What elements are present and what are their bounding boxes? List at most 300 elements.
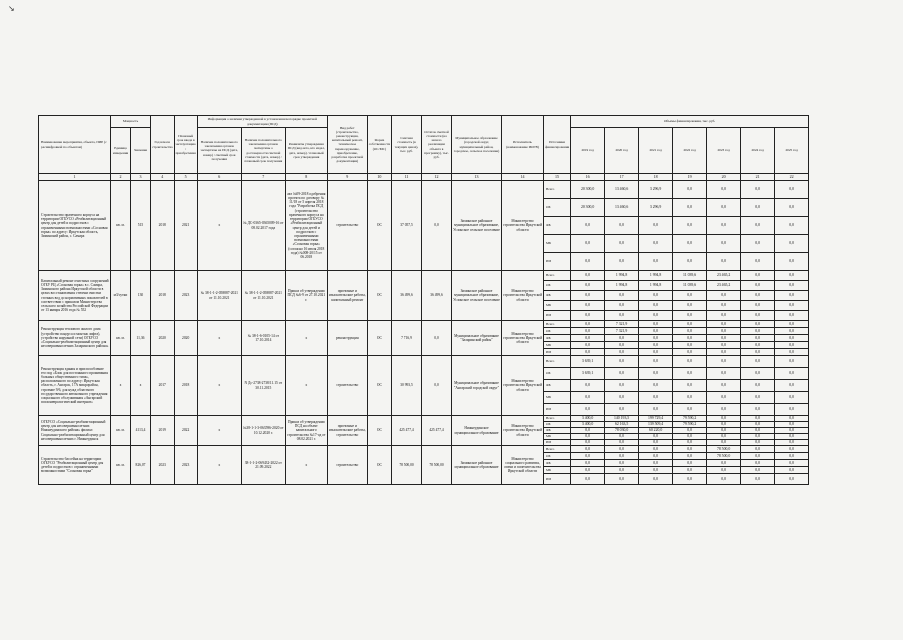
- row-funding-value: 0,0: [673, 253, 707, 271]
- row-funding-value: 0,0: [775, 342, 809, 349]
- row-funding-value: 20 300,0: [571, 181, 605, 199]
- row-funding-value: 0,0: [775, 271, 809, 281]
- row-funding-value: 0,0: [605, 392, 639, 404]
- row-funding-value: 0,0: [571, 404, 605, 416]
- row-name: Капитальный ремонт очистных сооружений ОГБУ РЦ «Сосновая горка» в с. Самара, Зиминского района Иркутской области в целях восстановления степени очистки сточных вод до нормативных показателей в соответствии с приказом Министерства сельского хозяйства Российской Федерации от 13 января 2016 года № 552: [39, 271, 111, 321]
- row-funding-value: 3 400,0: [571, 416, 605, 422]
- row-funding-value: 0,0: [571, 446, 605, 453]
- row-doc-a: х: [197, 446, 241, 485]
- row-unit: кв. м.: [111, 446, 131, 485]
- row-funding-value: 0,0: [639, 311, 673, 321]
- table-row: [39, 271, 809, 281]
- row-funding-value: 0,0: [707, 474, 741, 485]
- row-source: ИИ: [544, 311, 571, 321]
- row-funding-value: 0,0: [605, 235, 639, 253]
- row-executor: Министерство строительства Иркутской области: [502, 356, 544, 416]
- row-funding-value: 0,0: [741, 181, 775, 199]
- row-funding-value: 0,0: [775, 311, 809, 321]
- row-funding-value: 11 039,6: [673, 281, 707, 291]
- row-funding-value: 0,0: [775, 181, 809, 199]
- row-funding-value: 0,0: [571, 271, 605, 281]
- header-power: Мощность: [111, 116, 151, 128]
- column-number: 20: [707, 174, 741, 181]
- row-funding-value: 0,0: [707, 380, 741, 392]
- row-doc-a: х: [197, 321, 241, 356]
- row-funding-value: 0,0: [571, 440, 605, 446]
- row-doc-b: № ДС-0365-0365009-16 от 08.02.2017 года: [241, 181, 285, 271]
- row-funding-value: 0,0: [707, 321, 741, 328]
- row-funding-value: 0,0: [741, 291, 775, 301]
- row-funding-value: 0,0: [639, 349, 673, 356]
- row-unit: кв. м.: [111, 181, 131, 271]
- row-funding-value: 0,0: [775, 217, 809, 235]
- row-name: ОГБУСО «Социально-реабилитационный центр для несовершеннолетних Нижнеудинского района» филиал Социально-реабилитационный центр для несовершеннолетних г. Нижнеудинск: [39, 416, 111, 446]
- row-est-cost: 78 500,00: [392, 446, 422, 485]
- column-number: 7: [241, 174, 285, 181]
- row-executor: Министерство строительства Иркутской области: [502, 271, 544, 321]
- row-funding-value: 0,0: [741, 446, 775, 453]
- row-source: ОБ: [544, 368, 571, 380]
- table-row: [39, 321, 809, 328]
- row-funding-value: 0,0: [741, 380, 775, 392]
- row-est-cost: 425 477,4: [392, 416, 422, 446]
- row-source: Всего: [544, 181, 571, 199]
- row-funding-value: 0,0: [707, 422, 741, 428]
- row-funding-value: 11 039,6: [673, 271, 707, 281]
- row-doc-b: 38-1-1-2-069432-2022 от 21.09.2022: [241, 446, 285, 485]
- row-funding-value: 0,0: [673, 321, 707, 328]
- row-form: ОС: [367, 356, 391, 416]
- column-number: 1: [39, 174, 111, 181]
- corner-mark: ↘: [8, 4, 15, 13]
- row-funding-value: 79 590,2: [673, 416, 707, 422]
- header-year-2021: 2021 год: [639, 128, 673, 174]
- row-funding-value: 0,0: [775, 321, 809, 328]
- row-funding-value: 0,0: [571, 428, 605, 434]
- row-funding-value: 0,0: [639, 235, 673, 253]
- row-funding-value: 1 994,8: [605, 281, 639, 291]
- header-doc-info: Информация о наличии утвержденной в установленном порядке проектной документации (ПСД): [197, 116, 327, 128]
- row-funding-value: 0,0: [707, 467, 741, 474]
- row-funding-value: 0,0: [571, 380, 605, 392]
- row-year-end: 2023: [174, 271, 197, 321]
- row-source: МБ: [544, 235, 571, 253]
- row-doc-c: х: [285, 321, 327, 356]
- row-value: 130: [131, 271, 151, 321]
- row-funding-value: 0,0: [741, 217, 775, 235]
- row-funding-value: 0,0: [775, 349, 809, 356]
- row-form: ОС: [367, 446, 391, 485]
- row-funding-value: 0,0: [775, 368, 809, 380]
- header-est-cost: Сметная стоимость (в текущих ценах), тыс. руб.: [392, 116, 422, 174]
- row-funding-value: 20 300,0: [571, 199, 605, 217]
- row-source: ОБ: [544, 453, 571, 460]
- row-name: Строительство прачечного корпуса на территории ОГБУСО «Реабилитационный центр для детей и подростков с ограниченными возможностями «Сосновая горка» по адресу: Иркутская область, Зиминский район, с. Самара: [39, 181, 111, 271]
- column-number: 12: [422, 174, 452, 181]
- row-executor: Министерство социального развития, опеки и попечительства Иркутской области: [502, 446, 544, 485]
- row-funding-value: 0,0: [605, 380, 639, 392]
- financing-table: [38, 115, 809, 485]
- row-funding-value: 0,0: [571, 301, 605, 311]
- row-funding-value: 0,0: [707, 342, 741, 349]
- row-funding-value: 0,0: [639, 356, 673, 368]
- row-funding-value: 0,0: [707, 335, 741, 342]
- row-funding-value: 0,0: [707, 235, 741, 253]
- header-year-2024: 2024 год: [741, 128, 775, 174]
- row-funding-value: 0,0: [707, 253, 741, 271]
- row-funding-value: 0,0: [673, 474, 707, 485]
- row-funding-value: 0,0: [741, 301, 775, 311]
- row-funding-value: 0,0: [605, 404, 639, 416]
- row-doc-b: N Дс-2738-2738/11.15 от 30.11.2015: [241, 356, 285, 416]
- row-funding-value: 0,0: [741, 356, 775, 368]
- table-body: [39, 181, 809, 485]
- row-name: Реконструкция здания и приспособление его под «Блок для постоянного проживания больных общественного типа», расположенного по адресу: Иркутская область, г. Ангарск, 17А микрорайон, строение 9/6, для нужд областного государственного автономного учреждения социального обслуживания «Ангарский психоневрологический интернат»: [39, 356, 111, 416]
- row-executor: Министерство строительства Иркутской области: [502, 416, 544, 446]
- row-funding-value: 0,0: [707, 460, 741, 467]
- row-funding-value: 0,0: [673, 181, 707, 199]
- row-funding-value: 0,0: [571, 467, 605, 474]
- row-funding-value: 0,0: [605, 453, 639, 460]
- row-funding-value: 0,0: [605, 460, 639, 467]
- row-funding-value: 0,0: [707, 428, 741, 434]
- row-municipal: Муниципальное образование "Ангарский городской округ": [452, 356, 502, 416]
- row-funding-value: 0,0: [673, 453, 707, 460]
- row-source: МБ: [544, 467, 571, 474]
- row-doc-c: Приказ об утверждении ПСД на объект капитального строительства №17-од от 08.02.2021 г.: [285, 416, 327, 446]
- row-funding-value: 0,0: [775, 380, 809, 392]
- column-number: 10: [367, 174, 391, 181]
- row-source: Всего: [544, 446, 571, 453]
- header-value: Значение: [131, 128, 151, 174]
- header-year-end: Плановый срок ввода в эксплуатацию / приобретения: [174, 116, 197, 174]
- row-year-start: 2023: [151, 446, 175, 485]
- row-form: ОС: [367, 416, 391, 446]
- row-funding-value: 0,0: [571, 291, 605, 301]
- row-funding-value: 0,0: [673, 235, 707, 253]
- row-municipal: Нижнеудинское муниципальное образование: [452, 416, 502, 446]
- row-funding-value: 0,0: [775, 453, 809, 460]
- header-work-type: Вид работ (строительство, реконструкция, капитальный ремонт, техническое перевооружение, приобретение, разработка проектной документации): [327, 116, 367, 174]
- column-number: 13: [452, 174, 502, 181]
- row-funding-value: 0,0: [673, 368, 707, 380]
- header-source: Источники финансирования: [544, 116, 571, 174]
- row-funding-value: 0,0: [605, 474, 639, 485]
- row-form: ОС: [367, 181, 391, 271]
- row-funding-value: 0,0: [673, 349, 707, 356]
- row-funding-value: 0,0: [639, 392, 673, 404]
- column-number: 3: [131, 174, 151, 181]
- header-funding: Объемы финансирования, тыс. руб.: [571, 116, 809, 128]
- row-executor: Министерство строительства Иркутской области: [502, 321, 544, 356]
- row-funding-value: 0,0: [741, 199, 775, 217]
- row-funding-value: 60 220,0: [639, 428, 673, 434]
- row-funding-value: 0,0: [775, 404, 809, 416]
- row-funding-value: 78 500,0: [707, 446, 741, 453]
- row-municipal: Зиминское районное муниципальное образование: [452, 446, 502, 485]
- row-funding-value: 0,0: [639, 460, 673, 467]
- row-doc-c: х: [285, 356, 327, 416]
- row-funding-value: 0,0: [571, 434, 605, 440]
- row-funding-value: 1 994,8: [605, 271, 639, 281]
- row-funding-value: 0,0: [775, 199, 809, 217]
- row-funding-value: 7 321,9: [605, 328, 639, 335]
- column-number: 4: [151, 174, 175, 181]
- row-source: ОБ: [544, 199, 571, 217]
- header-executor: Исполнитель (наименование ИОГВ): [502, 116, 544, 174]
- row-funding-value: 0,0: [639, 467, 673, 474]
- row-value: 4113,4: [131, 416, 151, 446]
- row-est-cost: 7 716,9: [392, 321, 422, 356]
- column-number: 18: [639, 174, 673, 181]
- row-funding-value: 0,0: [571, 235, 605, 253]
- row-funding-value: 0,0: [741, 368, 775, 380]
- row-source: ФБ: [544, 217, 571, 235]
- row-source: МБ: [544, 392, 571, 404]
- table-header: [39, 116, 809, 181]
- row-doc-b: № 38-1-6-0105-14 от 17.10.2014: [241, 321, 285, 356]
- column-number-row: [39, 174, 809, 181]
- row-source: ФБ: [544, 335, 571, 342]
- row-funding-value: 0,0: [673, 335, 707, 342]
- row-municipal: Зиминское районное муниципальное образование, Услонское сельское поселение: [452, 181, 502, 271]
- row-doc-b: № 38-1-1-2-058887-2021 от 11.10.2021: [241, 271, 285, 321]
- row-funding-value: 62 163,5: [605, 422, 639, 428]
- row-funding-value: 0,0: [741, 392, 775, 404]
- row-funding-value: 0,0: [707, 416, 741, 422]
- row-doc-b: №38-1-1-3-063596-2020 от 10.12.2020 г.: [241, 416, 285, 446]
- row-funding-value: 0,0: [775, 434, 809, 440]
- row-funding-value: 23 465,2: [707, 281, 741, 291]
- row-funding-value: 0,0: [571, 311, 605, 321]
- column-number: 6: [197, 174, 241, 181]
- row-doc-a: х: [197, 181, 241, 271]
- row-funding-value: 0,0: [639, 217, 673, 235]
- row-funding-value: 0,0: [673, 434, 707, 440]
- row-funding-value: 0,0: [639, 368, 673, 380]
- row-funding-value: 78 500,0: [707, 453, 741, 460]
- row-funding-value: 0,0: [673, 328, 707, 335]
- row-funding-value: 0,0: [741, 311, 775, 321]
- row-funding-value: 0,0: [673, 428, 707, 434]
- row-year-start: 2020: [151, 321, 175, 356]
- row-funding-value: 0,0: [775, 440, 809, 446]
- header-name: Наименование мероприятия, объекта, ПИР (с расшифровкой по объектам): [39, 116, 111, 174]
- row-funding-value: 0,0: [571, 392, 605, 404]
- header-year-2019: 2019 год: [571, 128, 605, 174]
- row-doc-a: х: [197, 416, 241, 446]
- row-funding-value: 0,0: [673, 440, 707, 446]
- row-funding-value: 0,0: [639, 291, 673, 301]
- row-funding-value: 0,0: [571, 321, 605, 328]
- row-funding-value: 0,0: [741, 467, 775, 474]
- row-funding-value: 0,0: [775, 253, 809, 271]
- row-funding-value: 0,0: [707, 349, 741, 356]
- row-doc-c: акт №09-2018 одобрения проекта по договору № 11/18 от 5 апреля 2018 года "Разработка ПСД (строительство прачечного корпуса на территории ОГБУСО «Реабилитационный центр для детей и подростков с ограниченными возможностями «Сосновая горка» (согласно 16 июля 2018 года) №008-20/15 от 06.2018: [285, 181, 327, 271]
- row-funding-value: 0,0: [605, 434, 639, 440]
- column-number: 11: [392, 174, 422, 181]
- row-funding-value: 0,0: [571, 253, 605, 271]
- row-funding-value: 3 639,1: [571, 368, 605, 380]
- row-funding-value: 0,0: [707, 217, 741, 235]
- row-remain: 0,0: [422, 321, 452, 356]
- row-funding-value: 0,0: [775, 428, 809, 434]
- row-source: ИИ: [544, 474, 571, 485]
- row-funding-value: 0,0: [775, 281, 809, 291]
- row-source: ФБ: [544, 380, 571, 392]
- row-funding-value: 0,0: [673, 342, 707, 349]
- row-funding-value: 0,0: [673, 392, 707, 404]
- column-number: 21: [741, 174, 775, 181]
- row-doc-a: х: [197, 356, 241, 416]
- row-funding-value: 0,0: [639, 453, 673, 460]
- row-work-type: проектные и изыскательские работы, строительство: [327, 416, 367, 446]
- row-source: ОБ: [544, 328, 571, 335]
- row-funding-value: 13 460,6: [605, 199, 639, 217]
- row-value: 11,36: [131, 321, 151, 356]
- row-funding-value: 0,0: [707, 199, 741, 217]
- column-number: 14: [502, 174, 544, 181]
- header-doc-c: Реквизиты утверждения ПСД (вид акта, кто издал, дата, номер) / плановый срок утверждения: [285, 128, 327, 174]
- row-funding-value: 0,0: [741, 235, 775, 253]
- row-funding-value: 0,0: [741, 416, 775, 422]
- row-funding-value: 0,0: [673, 380, 707, 392]
- row-funding-value: 79 590,2: [673, 422, 707, 428]
- row-funding-value: 0,0: [571, 217, 605, 235]
- row-funding-value: 0,0: [707, 434, 741, 440]
- row-funding-value: 0,0: [605, 342, 639, 349]
- row-funding-value: 3 400,0: [571, 422, 605, 428]
- row-unit: кв. м.: [111, 416, 131, 446]
- row-source: ИИ: [544, 440, 571, 446]
- row-funding-value: 0,0: [707, 311, 741, 321]
- row-funding-value: 0,0: [775, 392, 809, 404]
- row-funding-value: 1 994,8: [639, 271, 673, 281]
- column-number: 19: [673, 174, 707, 181]
- row-funding-value: 0,0: [707, 356, 741, 368]
- row-funding-value: 0,0: [741, 422, 775, 428]
- row-remain: 425 477,4: [422, 416, 452, 446]
- column-number: 8: [285, 174, 327, 181]
- header-unit: Единица измерения: [111, 128, 131, 174]
- row-form: ОС: [367, 271, 391, 321]
- row-year-start: 2018: [151, 271, 175, 321]
- row-value: 515: [131, 181, 151, 271]
- row-source: ОБ: [544, 281, 571, 291]
- row-funding-value: 0,0: [707, 440, 741, 446]
- column-number: 9: [327, 174, 367, 181]
- header-form: Форма собственности (ОС/МС): [367, 116, 391, 174]
- row-funding-value: 0,0: [571, 460, 605, 467]
- row-est-cost: 37 057,5: [392, 181, 422, 271]
- row-funding-value: 0,0: [741, 335, 775, 342]
- row-funding-value: 0,0: [707, 291, 741, 301]
- header-municipal: Муниципальное образование (городской округ, муниципальный район, городское, сельское поселение): [452, 116, 502, 174]
- row-funding-value: 0,0: [741, 434, 775, 440]
- row-funding-value: 0,0: [571, 474, 605, 485]
- row-remain: 0,0: [422, 181, 452, 271]
- row-source: ФБ: [544, 428, 571, 434]
- row-funding-value: 0,0: [741, 474, 775, 485]
- row-unit: м3/сутки: [111, 271, 131, 321]
- row-funding-value: 0,0: [605, 217, 639, 235]
- row-funding-value: 0,0: [673, 404, 707, 416]
- row-funding-value: 139 509,4: [639, 422, 673, 428]
- row-work-type: проектные и изыскательские работы, капитальный ремонт: [327, 271, 367, 321]
- row-funding-value: 140 193,5: [605, 416, 639, 422]
- table-row: [39, 446, 809, 453]
- row-funding-value: 0,0: [775, 416, 809, 422]
- row-funding-value: 0,0: [741, 453, 775, 460]
- row-funding-value: 0,0: [775, 328, 809, 335]
- header-year-start: Год начала строительства: [151, 116, 175, 174]
- row-funding-value: 0,0: [571, 349, 605, 356]
- row-funding-value: 0,0: [673, 311, 707, 321]
- header-doc-b: Наличие положительного заключения органов экспертизы о достоверности сметной стоимости (дата, номер) / плановый срок получения: [241, 128, 285, 174]
- row-source: ФБ: [544, 291, 571, 301]
- row-funding-value: 0,0: [741, 404, 775, 416]
- row-funding-value: 0,0: [775, 422, 809, 428]
- row-remain: 78 500,00: [422, 446, 452, 485]
- row-year-end: 2020: [174, 321, 197, 356]
- header-doc-a: Наличие положительного заключения органов экспертизы на ПСД (дата, номер) / сметный срок получения: [197, 128, 241, 174]
- row-funding-value: 0,0: [673, 460, 707, 467]
- row-year-end: 2022: [174, 416, 197, 446]
- row-funding-value: 0,0: [707, 392, 741, 404]
- row-funding-value: 1 994,8: [639, 281, 673, 291]
- row-funding-value: 0,0: [775, 446, 809, 453]
- row-funding-value: 0,0: [639, 342, 673, 349]
- row-source: МБ: [544, 342, 571, 349]
- row-funding-value: 0,0: [741, 321, 775, 328]
- row-source: Всего: [544, 356, 571, 368]
- row-funding-value: 0,0: [639, 321, 673, 328]
- row-funding-value: 0,0: [605, 356, 639, 368]
- row-funding-value: 23 465,2: [707, 271, 741, 281]
- row-funding-value: 0,0: [605, 446, 639, 453]
- row-funding-value: 0,0: [605, 349, 639, 356]
- row-funding-value: 0,0: [571, 453, 605, 460]
- row-source: ОБ: [544, 422, 571, 428]
- table-row: [39, 181, 809, 199]
- row-funding-value: 0,0: [741, 460, 775, 467]
- row-funding-value: 0,0: [605, 467, 639, 474]
- row-funding-value: 0,0: [741, 328, 775, 335]
- row-funding-value: 13 460,6: [605, 181, 639, 199]
- row-funding-value: 3 296,9: [639, 199, 673, 217]
- row-funding-value: 0,0: [639, 440, 673, 446]
- row-funding-value: 0,0: [707, 181, 741, 199]
- row-funding-value: 0,0: [775, 235, 809, 253]
- row-funding-value: 0,0: [639, 301, 673, 311]
- row-doc-c: х: [285, 446, 327, 485]
- row-year-start: 2017: [151, 356, 175, 416]
- row-funding-value: 0,0: [775, 460, 809, 467]
- row-funding-value: 0,0: [639, 474, 673, 485]
- row-funding-value: 3 639,1: [571, 356, 605, 368]
- row-est-cost: 36 499,6: [392, 271, 422, 321]
- row-value: 826,07: [131, 446, 151, 485]
- row-funding-value: 0,0: [673, 467, 707, 474]
- row-work-type: строительство: [327, 446, 367, 485]
- row-funding-value: 0,0: [673, 301, 707, 311]
- row-source: Всего: [544, 416, 571, 422]
- header-year-2025: 2025 год: [775, 128, 809, 174]
- row-funding-value: 0,0: [707, 328, 741, 335]
- row-funding-value: 0,0: [741, 281, 775, 291]
- row-work-type: строительство: [327, 181, 367, 271]
- row-source: ИИ: [544, 253, 571, 271]
